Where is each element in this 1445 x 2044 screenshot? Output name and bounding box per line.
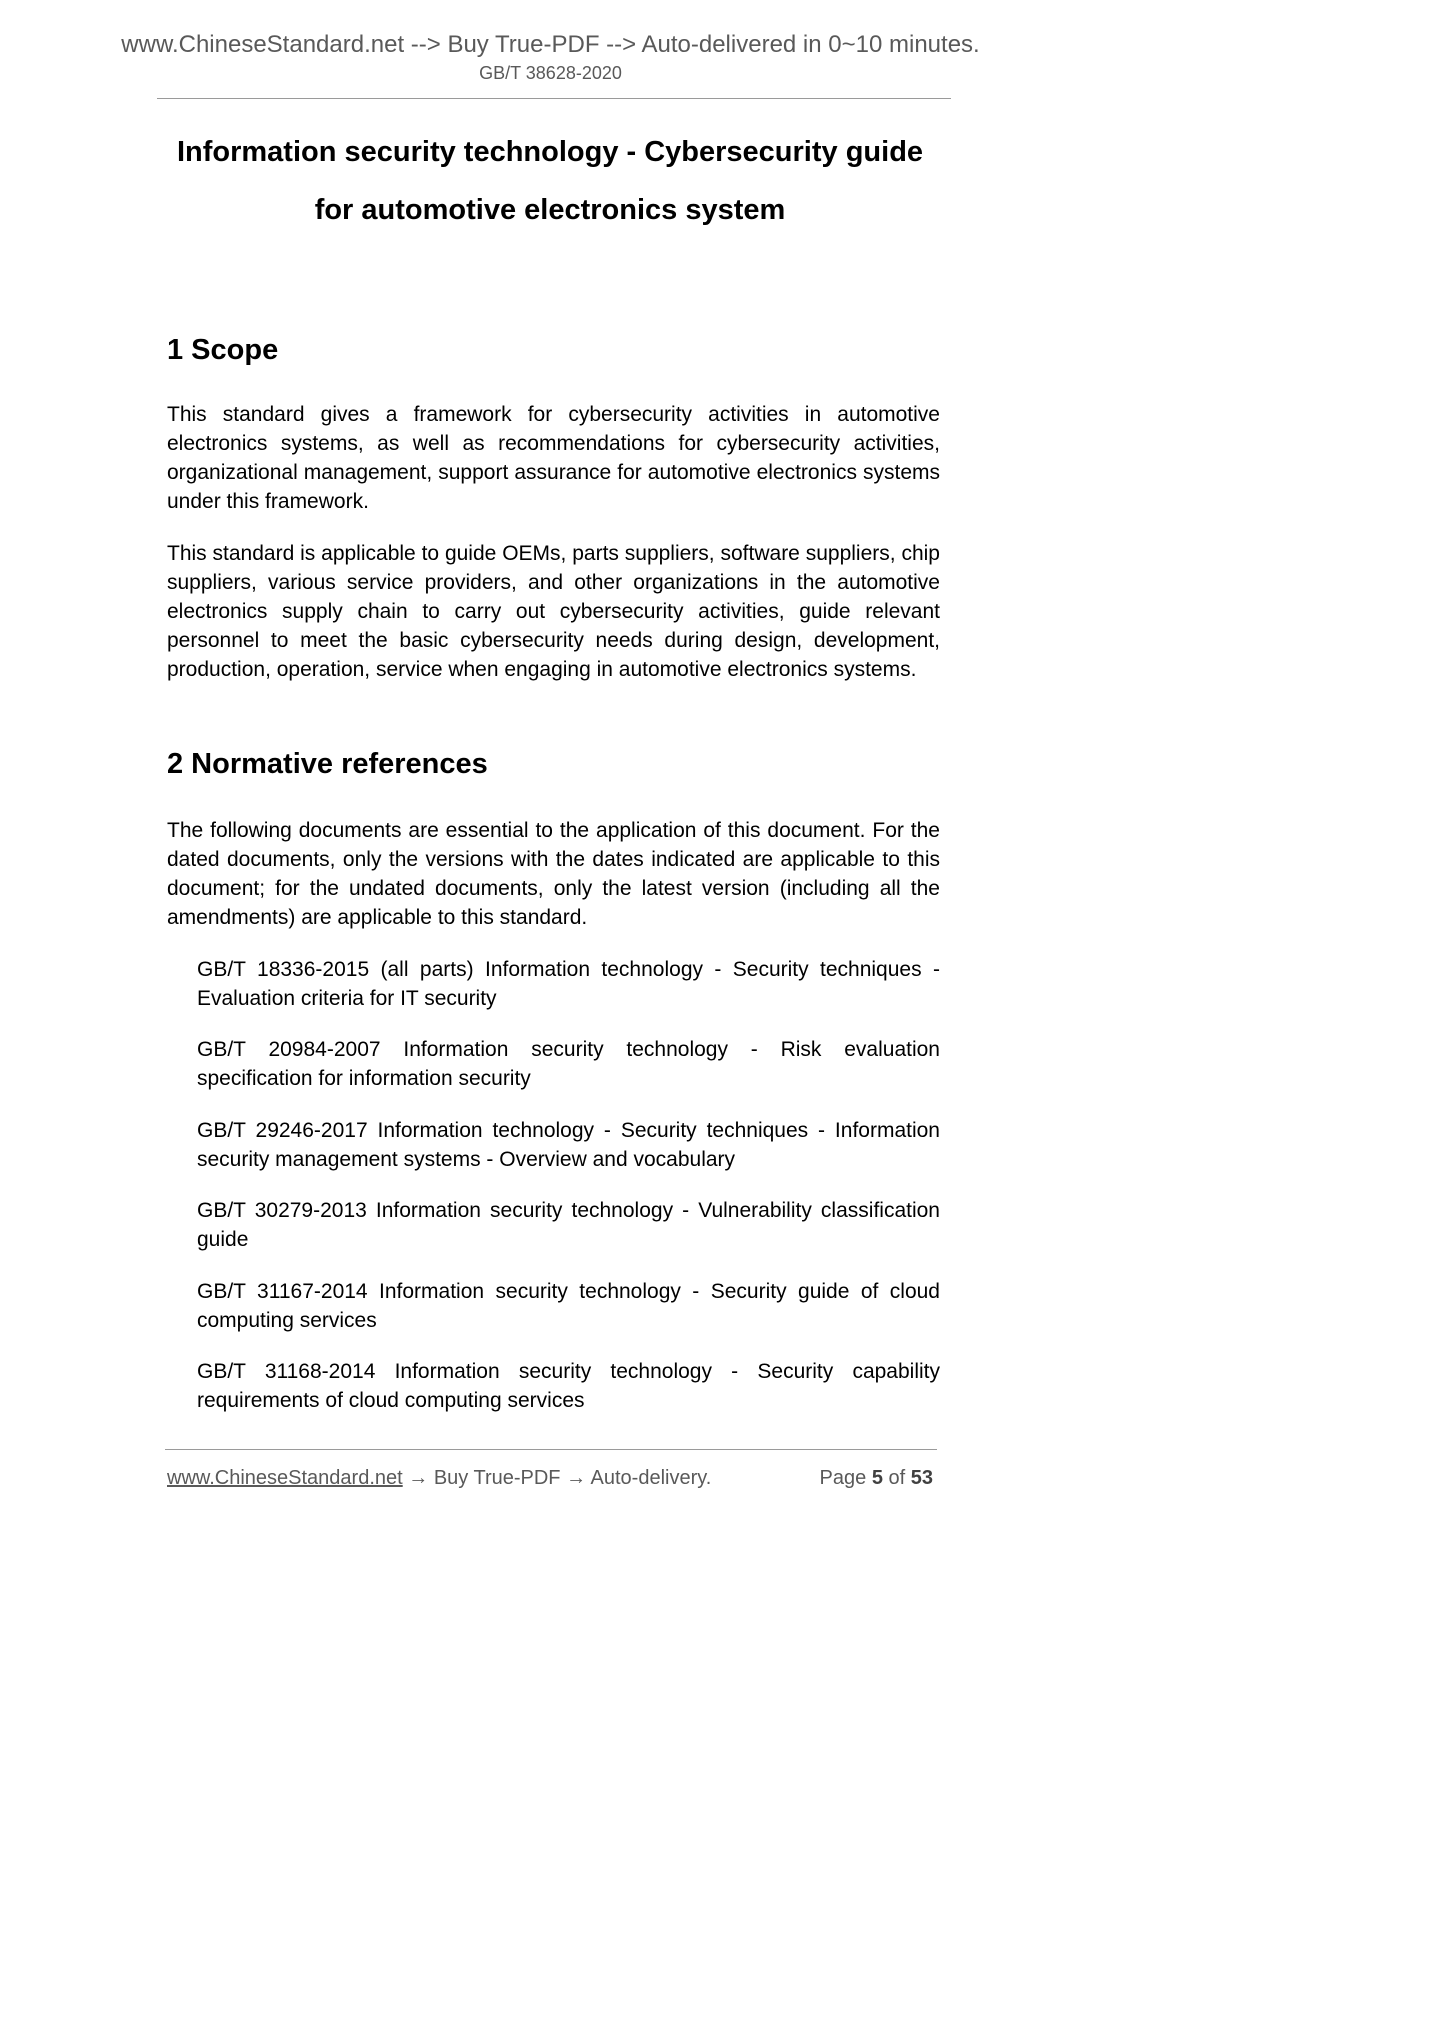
of-label: of <box>888 1467 906 1489</box>
reference-item-gbt-31168: GB/T 31168-2014 Information security technology - Security capability requirements of cloud computing services <box>197 1360 940 1412</box>
footer-left <box>167 1465 711 1491</box>
header-divider <box>157 98 951 99</box>
standard-number: GB/T 38628-2020 <box>479 63 622 83</box>
scope-paragraph-1: This standard gives a framework for cybersecurity activities in automotive electronics systems, as well as recommendations for cybersecurity activities, organizational management, support assurance for automotive electronics systems under this framework. <box>167 403 940 513</box>
reference-item-gbt-30279: GB/T 30279-2013 Information security technology - Vulnerability classification guide <box>197 1199 940 1251</box>
header-banner: www.ChineseStandard.net --> Buy True-PDF --> Auto-delivered in 0~10 minutes. <box>121 31 980 58</box>
current-page-number: 5 <box>871 1467 883 1489</box>
total-pages: 53 <box>910 1467 933 1489</box>
reference-item-gbt-31167: GB/T 31167-2014 Information security technology - Security guide of cloud computing services <box>197 1280 940 1332</box>
section-1-heading: 1 Scope <box>167 334 279 366</box>
footer-site-link[interactable]: www.ChineseStandard.net <box>167 1467 403 1489</box>
footer-divider <box>165 1449 937 1450</box>
page-indicator <box>820 1465 933 1491</box>
page-label: Page <box>819 1467 867 1489</box>
reference-item-gbt-18336: GB/T 18336-2015 (all parts) Information technology - Security techniques - Evaluation criteria for IT security <box>197 958 940 1010</box>
section-2-heading: 2 Normative references <box>167 748 488 780</box>
scope-paragraph-2: This standard is applicable to guide OEMs, parts suppliers, software suppliers, chip suppliers, various service providers, and other organizations in the automotive electronics supply chain to carry out cybersecurity activities, guide relevant personnel to meet the basic cybersecurity needs during design, development, production, operation, service when engaging in automotive electronics systems. <box>167 542 940 681</box>
normative-references-intro: The following documents are essential to the application of this document. For the dated documents, only the versions with the dates indicated are applicable to this document; for the undated documents, only the latest version (including all the amendments) are applicable to this standard. <box>167 819 940 929</box>
document-title-line-2: for automotive electronics system <box>314 194 786 226</box>
reference-item-gbt-20984: GB/T 20984-2007 Information security technology - Risk evaluation specification for information security <box>197 1038 940 1090</box>
document-title-line-1: Information security technology - Cybersecurity guide <box>176 136 924 168</box>
reference-item-gbt-29246: GB/T 29246-2017 Information technology - Security techniques - Information security management systems - Overview and vocabulary <box>197 1119 940 1171</box>
footer-purchase-text: → Buy True-PDF → Auto-delivery. <box>402 1467 712 1489</box>
